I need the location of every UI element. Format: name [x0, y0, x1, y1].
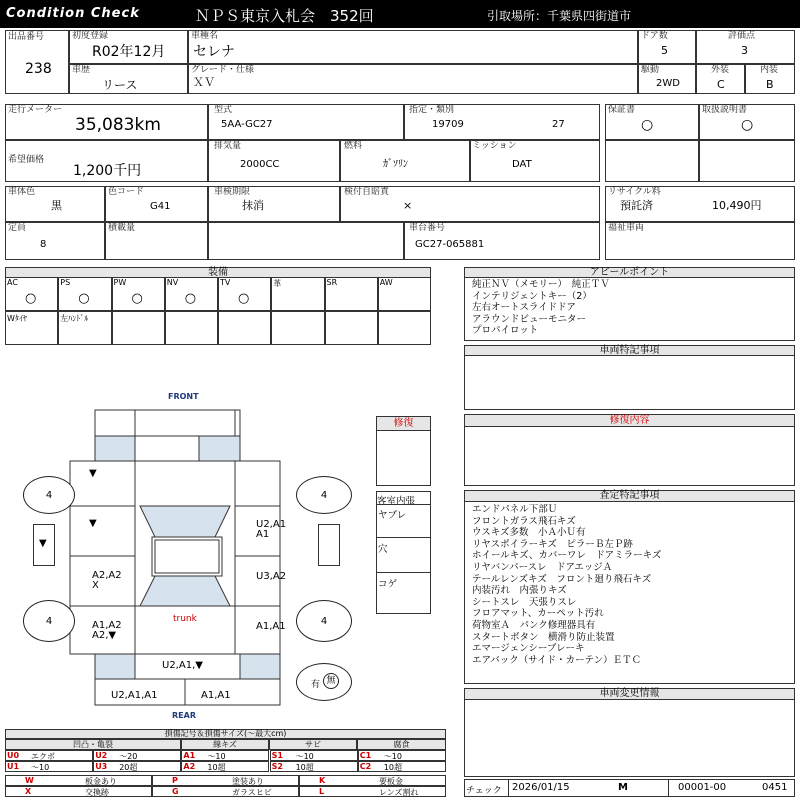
code-val: 板金あり — [85, 777, 117, 786]
footer-sep2 — [668, 779, 669, 797]
legend-group: 腐食 — [357, 739, 446, 750]
front-label: FRONT — [168, 392, 199, 401]
equip-label: PS — [60, 278, 71, 287]
equip-value: ○ — [131, 291, 143, 306]
load-label: 積載量 — [108, 223, 136, 233]
change-title: 車両変更情報 — [464, 688, 795, 700]
equip-label: 左ﾊﾝﾄﾞﾙ — [60, 314, 89, 323]
grade-value: ＸＶ — [193, 76, 215, 89]
legend-group: サビ — [269, 739, 357, 750]
fuel-value: ｶﾞｿﾘﾝ — [383, 159, 408, 170]
appeal-line: アラウンドビューモニター — [472, 313, 587, 325]
special-box — [464, 355, 795, 410]
equip-value: ○ — [238, 291, 250, 306]
appeal-line: インテリジェントキー（2） — [472, 290, 592, 302]
equip-label: AW — [379, 278, 393, 287]
note-line: ホイールキズ、カバーワレ ドアミラーキズ — [472, 550, 662, 562]
legend-val: 〜10 — [207, 752, 226, 761]
note-line: 荷物室Ａ パンク修理器具有 — [472, 619, 596, 631]
repair-box-title: 修復 — [376, 416, 431, 431]
legend-key: U3 — [95, 762, 108, 771]
lot-label: 出品番号 — [8, 32, 45, 42]
mileage-label: 走行メーター — [8, 105, 63, 115]
note-line: エマージェンシーブレーキ — [472, 643, 585, 655]
mark-rear-left-fender: A1,A2 A2,▼ — [92, 620, 122, 641]
inspection-value: 抹消 — [242, 199, 264, 212]
cabin-item-burn: コゲ — [378, 579, 398, 590]
model-value: 5AA-GC27 — [221, 119, 273, 130]
chassis-value: GC27-065881 — [415, 239, 485, 250]
doors-value: 5 — [661, 44, 668, 57]
mission-value: DAT — [512, 159, 532, 170]
equip-label: AC — [7, 278, 18, 287]
equip-cell-bottom — [271, 311, 324, 345]
color-code-value: G41 — [150, 201, 171, 212]
category-value: 27 — [552, 119, 565, 130]
legend-val: エクボ — [31, 752, 55, 761]
score-label: 評価点 — [728, 31, 756, 41]
drive-value: 2WD — [656, 78, 680, 89]
legend-key: S2 — [271, 762, 283, 771]
notes-title: 査定特記事項 — [464, 490, 795, 502]
color-label: 車体色 — [8, 187, 36, 197]
equip-label: NV — [166, 278, 179, 287]
manual-value: ○ — [741, 117, 754, 133]
repair-detail-box — [464, 426, 795, 486]
tire-front-left: 4 — [23, 476, 75, 514]
tire-rear-left: 4 — [23, 600, 75, 642]
legend-val: 10超 — [207, 763, 226, 772]
warranty-label: 保証書 — [608, 105, 636, 115]
code-val: ガラスヒビ — [232, 788, 272, 797]
code-key: L — [319, 787, 325, 796]
tire-rear-right: 4 — [296, 600, 352, 642]
code-val: 塗装あり — [232, 777, 264, 786]
equip-label: TV — [220, 278, 231, 287]
legend-key: U0 — [7, 751, 20, 760]
code-val: レンズ割れ — [379, 788, 419, 797]
equip-label: 革 — [273, 279, 282, 288]
note-line: フロントガラス飛石キズ — [472, 515, 576, 527]
recycle-label: リサイクル料 — [608, 187, 661, 197]
footer-sep1 — [508, 779, 509, 797]
appeal-lines — [472, 279, 610, 337]
liability-value: × — [403, 199, 413, 212]
appeal-title: アピールポイント — [464, 267, 795, 278]
legend-key: C2 — [359, 762, 372, 771]
fuel-label: 燃料 — [344, 141, 363, 151]
left-mirror-mark: ▼ — [39, 538, 47, 549]
footer-check-label: チェック — [466, 786, 502, 796]
spare-label: 有 — [311, 680, 321, 690]
footer-date: 2026/01/15 — [512, 782, 570, 793]
note-line: スタートボタン 横滑り防止装置 — [472, 631, 615, 643]
first-reg-value: R02年12月 — [92, 44, 166, 60]
mark-right-rear: A1,A1 — [256, 621, 286, 632]
repair-box — [376, 430, 431, 486]
legend-group: 線キズ — [181, 739, 269, 750]
equip-cell-bottom — [378, 311, 431, 345]
ext-value: C — [717, 78, 725, 91]
mark-right-front: U2,A1 A1 — [256, 519, 287, 540]
legend-table — [5, 739, 446, 773]
price-label: 希望価格 — [8, 155, 45, 165]
designation-value: 19709 — [432, 119, 464, 130]
footer-code: 00001-00 — [678, 782, 727, 793]
legend-val: 10超 — [295, 763, 314, 772]
capacity-value: 8 — [40, 239, 47, 250]
legend-key: A1 — [183, 751, 196, 760]
legend-val: 〜10 — [383, 752, 402, 761]
blank-box-2 — [699, 140, 795, 182]
equip-label: Wﾀｲﾔ — [7, 314, 27, 323]
legend-key: U2 — [95, 751, 108, 760]
spare-icon: 無 — [323, 673, 339, 689]
note-line: フロアマット、カーペット汚れ — [472, 608, 604, 620]
capacity-label: 定員 — [8, 223, 27, 233]
warranty-value: ○ — [641, 117, 654, 133]
legend-group: 凹凸・亀裂 — [5, 739, 181, 750]
color-code-label: 色コード — [108, 187, 145, 197]
note-line: 内装汚れ 内張りキズ — [472, 585, 567, 597]
int-value: B — [766, 78, 774, 91]
code-key: W — [25, 776, 34, 785]
legend-val: 〜10 — [295, 752, 314, 761]
mark-front-left-door: ▼ — [89, 468, 97, 479]
inspection-label: 車検期限 — [214, 187, 251, 197]
mileage-value: 35,083km — [75, 115, 161, 135]
equip-cell-bottom — [165, 311, 218, 345]
tire-front-right: 4 — [296, 476, 352, 514]
cabin-div-3 — [376, 572, 431, 573]
mark-rear-bumper-right: A1,A1 — [201, 690, 231, 701]
name-label: 車種名 — [191, 31, 219, 41]
name-box — [188, 30, 638, 64]
appeal-line: 左右オートスライドドア — [472, 302, 576, 314]
mark-right-mid: U3,A2 — [256, 571, 287, 582]
displacement-value: 2000CC — [240, 159, 280, 170]
code-key: X — [25, 787, 32, 796]
trunk-label: trunk — [173, 614, 197, 624]
liability-label: 検付自賠責 — [344, 187, 390, 197]
mission-label: ミッション — [472, 141, 517, 151]
pickup-location: 引取場所：千葉県四街道市 — [487, 9, 632, 23]
welfare-label: 福祉車両 — [608, 223, 645, 233]
mark-left-pillar: ▼ — [89, 518, 97, 529]
mark-rear-center: U2,A1,▼ — [162, 660, 203, 671]
equipment-title: 装備 — [5, 267, 431, 278]
equip-value: ○ — [184, 291, 197, 306]
ext-label: 外装 — [711, 65, 730, 75]
change-box — [464, 699, 795, 777]
cabin-item-hole: 穴 — [378, 544, 388, 555]
equipment-grid — [5, 277, 431, 345]
auction-title: ＮＰＳ東京入札会 352回 — [195, 7, 374, 25]
appeal-line: プロパイロット — [472, 325, 539, 337]
rear-label: REAR — [172, 711, 196, 720]
special-title: 車両特記事項 — [464, 345, 795, 356]
mark-rear-left-door: A2,A2 X — [92, 570, 122, 591]
manual-label: 取扱説明書 — [702, 105, 748, 115]
legend-key: S1 — [271, 751, 283, 760]
grade-box — [188, 64, 638, 94]
color-value: 黒 — [51, 199, 62, 212]
footer-num: 0451 — [762, 782, 788, 793]
legend-val: 10超 — [383, 763, 402, 772]
note-line: テールレンズキズ フロント廻り飛石キズ — [472, 573, 652, 585]
right-mirror — [318, 524, 340, 566]
recycle-fee: 10,490円 — [712, 199, 762, 212]
note-line: リヤスポイラーキズ ピラーＢ左Ｐ跡 — [472, 538, 633, 550]
history-value: リース — [102, 78, 138, 92]
equip-cell-bottom — [325, 311, 378, 345]
designation-label: 指定・類別 — [409, 105, 455, 115]
equip-label: SR — [326, 278, 338, 287]
repair-detail-title: 修復内容 — [464, 414, 795, 427]
first-reg-label: 初度登録 — [72, 31, 109, 41]
legend-key: U1 — [7, 762, 20, 771]
history-label: 車歴 — [72, 65, 91, 75]
blank-box-3 — [208, 222, 404, 260]
legend-val: 〜10 — [31, 763, 50, 772]
cabin-item-tear: ヤブレ — [378, 510, 407, 521]
equip-cell-bottom — [112, 311, 165, 345]
legend-title: 損傷記号＆損傷サイズ(〜最大cm) — [5, 729, 446, 739]
note-line: エアバック（サイド・カーテン）ＥＴＣ — [472, 654, 642, 666]
drive-label: 駆動 — [641, 65, 660, 75]
brand-title: Condition Check — [6, 6, 140, 21]
car-name: セレナ — [193, 44, 235, 60]
legend-key: C1 — [359, 751, 372, 760]
displacement-label: 排気量 — [214, 141, 242, 151]
note-line: リヤバンパースレ ドアエッジＡ — [472, 561, 613, 573]
model-label: 型式 — [214, 105, 233, 115]
equip-cell-bottom — [218, 311, 271, 345]
note-line: エンドパネル下部Ｕ — [472, 504, 558, 515]
code-val: 交換跡 — [85, 788, 109, 797]
blank-box-1 — [605, 140, 699, 182]
note-line: ウスキズ多数 小Ａ小Ｕ有 — [472, 527, 586, 539]
legend-codes — [5, 775, 446, 797]
legend-key: A2 — [183, 762, 196, 771]
grade-label: グレード・仕様 — [191, 65, 255, 75]
note-line: シートスレ 天張りスレ — [472, 596, 577, 608]
cabin-div-2 — [376, 537, 431, 538]
legend-val: 〜20 — [119, 752, 138, 761]
appeal-line: 純正ＮＶ（メモリー） 純正ＴＶ — [472, 279, 610, 290]
legend-val: 20超 — [119, 763, 138, 772]
equip-value: ○ — [78, 291, 90, 306]
price-value: 1,200千円 — [73, 163, 142, 179]
int-label: 内装 — [760, 65, 779, 75]
doors-label: ドア数 — [641, 31, 668, 41]
mark-rear-bumper-left: U2,A1,A1 — [111, 690, 158, 701]
lot-number: 238 — [25, 61, 52, 77]
recycle-status: 預託済 — [620, 199, 653, 212]
cabin-title: 客室内張 — [377, 496, 416, 507]
code-key: G — [172, 787, 179, 796]
footer-inspector: M — [618, 782, 628, 793]
code-val: 要板金 — [379, 777, 403, 786]
equip-label: PW — [113, 278, 127, 287]
cabin-div-1 — [376, 504, 431, 505]
chassis-label: 車台番号 — [409, 223, 446, 233]
code-key: P — [172, 776, 178, 785]
notes-lines — [472, 504, 661, 666]
code-key: K — [319, 776, 326, 785]
score-value: 3 — [741, 44, 748, 57]
equip-value: ○ — [25, 291, 37, 306]
